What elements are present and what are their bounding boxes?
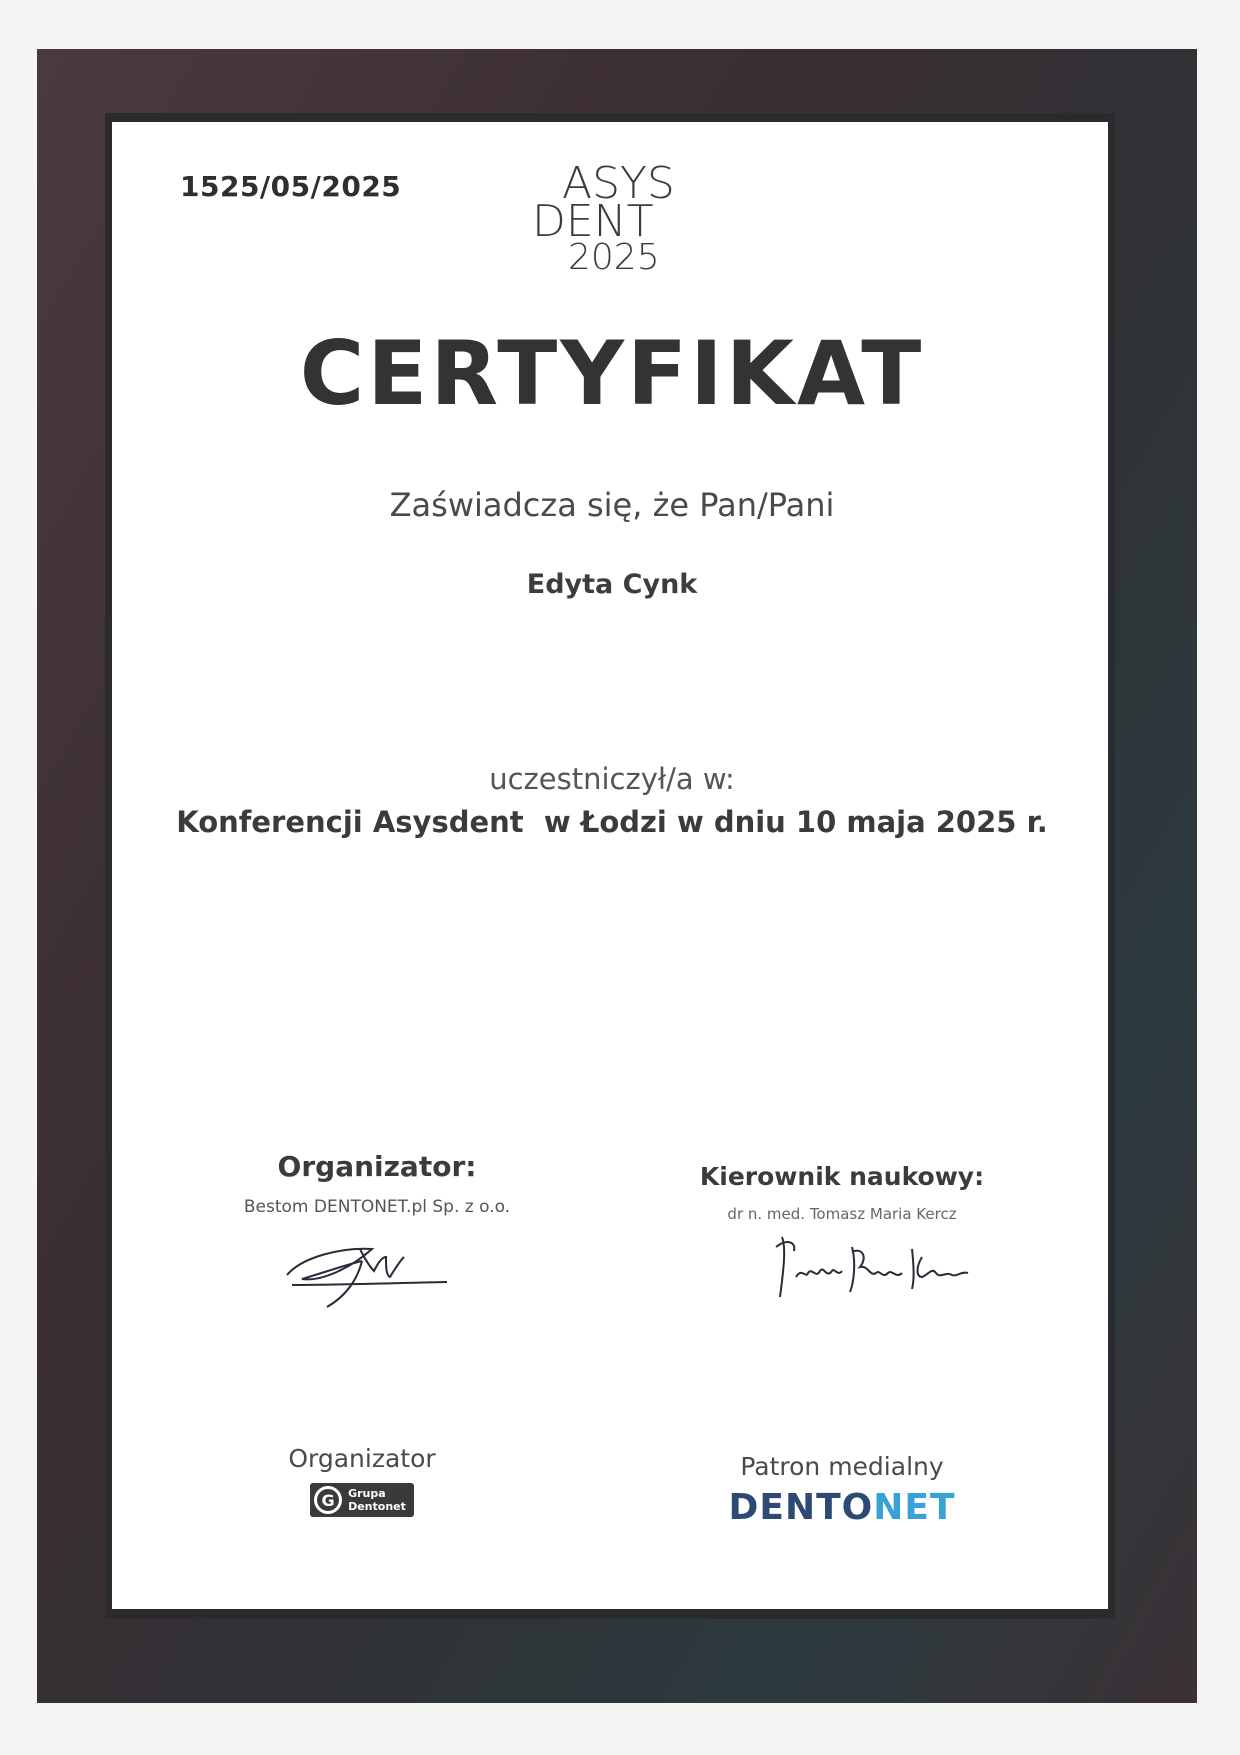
organizer-heading: Organizator: bbox=[277, 1150, 477, 1183]
person-name: Edyta Cynk bbox=[526, 569, 698, 600]
certificate-statement: Zaświadcza się, że Pan/Pani bbox=[389, 486, 835, 524]
logo-line-1: ASYS bbox=[562, 158, 675, 209]
scientific-head-heading: Kierownik naukowy: bbox=[699, 1162, 985, 1191]
scientific-head-signature-block bbox=[672, 1162, 1012, 1223]
scientific-head-name: dr n. med. Tomasz Maria Kercz bbox=[727, 1205, 957, 1223]
grupa-logo-line-2: Dentonet bbox=[348, 1500, 406, 1513]
dentonet-logo bbox=[712, 1487, 972, 1528]
certificate-sheet bbox=[112, 122, 1108, 1609]
footer-organizer bbox=[262, 1444, 462, 1517]
logo-line-3: 2025 bbox=[568, 237, 660, 278]
footer-organizer-label: Organizator bbox=[288, 1444, 436, 1473]
dentonet-logo-part-2: NET bbox=[873, 1487, 956, 1528]
organizer-signature bbox=[282, 1227, 452, 1312]
dentonet-logo-part-1: DENTO bbox=[728, 1487, 874, 1528]
grupa-logo-line-1: Grupa bbox=[348, 1487, 386, 1500]
grupa-logo-letter: G bbox=[314, 1486, 342, 1514]
asysdent-logo bbox=[522, 158, 682, 282]
footer-media-patron bbox=[712, 1452, 972, 1528]
certificate-number: 1525/05/2025 bbox=[180, 170, 402, 203]
organizer-name: Bestom DENTONET.pl Sp. z o.o. bbox=[243, 1197, 511, 1217]
participation-label: uczestniczył/a w: bbox=[489, 762, 735, 796]
organizer-signature-block bbox=[212, 1150, 542, 1217]
scientific-head-signature bbox=[772, 1227, 972, 1307]
grupa-dentonet-logo bbox=[310, 1483, 414, 1517]
logo-line-2: DENT bbox=[532, 196, 654, 247]
media-patron-label: Patron medialny bbox=[740, 1452, 944, 1481]
certificate-title: CERTYFIKAT bbox=[299, 322, 925, 425]
event-description: Konferencji Asysdent w Łodzi w dniu 10 maja 2025 r. bbox=[176, 805, 1048, 839]
